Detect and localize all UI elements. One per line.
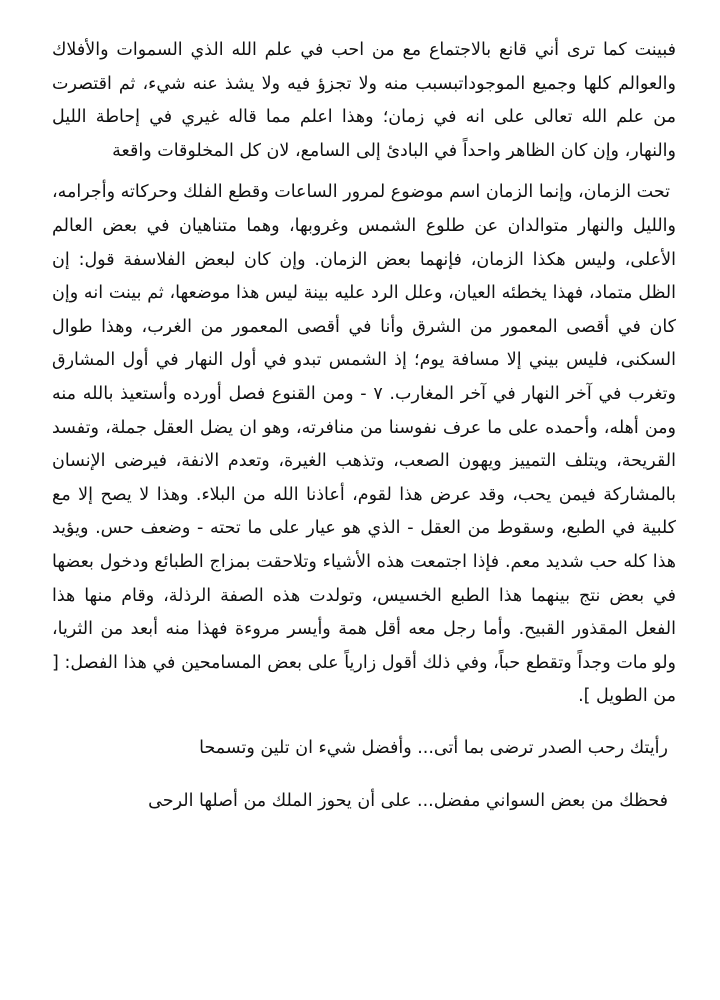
paragraph-1: فبينت كما ترى أني قانع بالاجتماع مع من احب في علم الله الذي السموات والأفلاك والعوالم كلها وجميع الموجوداتبسبب منه ولا تجزؤ فيه ولا يشذ عنه شيء، ثم اقتصرت من علم الله تعالى على انه في زمان؛ وهذا اعلم مما قاله غيري في إحاطة الليل والنهار، وإن كان الظاهر واحداً في البادئ إلى السامع، لان كل المخلوقات واقعة [52,40,676,161]
verse-line-1: رأيتك رحب الصدر ترضى بما أتى... وأفضل شيء ان تلين وتسمحا [199,737,668,758]
paragraph-2: تحت الزمان، وإنما الزمان اسم موضوع لمرور الساعات وقطع الفلك وحركاته وأجرامه، والليل والنهار متوالدان عن طلوع الشمس وغروبها، وهما متناهيان في بعض العالم الأعلى، وليس هكذا الزمان، فإنهما بعض الزمان. وإن كان لبعض الفلاسفة قول: إن الظل متماد، فهذا يخطئه العيان، وعلل الرد عليه بينة ليس هذا موضعها، ثم بينت انه وإن كان في أقصى المعمور من الشرق وأنا في أقصى المعمور من الغرب، وهذا طوال السكنى، فليس بيني إلا مسافة يوم؛ إذ الشمس تبدو في أول النهار في أول المشارق وتغرب في آخر النهار في آخر المغارب. ٧ - ومن القنوع فصل أورده وأستعيذ بالله منه ومن أهله، وأحمده على ما عرف نفوسنا من منافرته، وهو ان يضل العقل جملة، وتفسد القريحة، ويتلف التمييز ويهون الصعب، وتذهب الغيرة، وتعدم الانفة، فيرضى الإنسان بالمشاركة فيمن يحب، وقد عرض هذا لقوم، أعاذنا الله من البلاء. وهذا لا يصح إلا مع كلبية في الطبع، وسقوط من العقل - الذي هو عيار على ما تحته - وضعف حس. ويؤيد هذا كله حب شديد معم. فإذا اجتمعت هذه الأشياء وتلاحقت بمزاج الطبائع ودخول بعضها في بعض نتج بينهما هذا الطبع الخسيس، وتولدت هذه الصفة الرذلة، وقام منها هذا الفعل المقذور القبيح. وأما رجل معه أقل همة وأيسر مروءة فهذا منه أبعد من الثريا، ولو مات وجداً وتقطع حباً، وفي ذلك أقول زارياً على بعض المسامحين في هذا الفصل: [ من الطويل ]. [52,182,676,707]
verse-line-2: فحظك من بعض السواني مفضل... على أن يحوز الملك من أصلها الرحى [148,791,668,812]
document-page [52,34,676,819]
